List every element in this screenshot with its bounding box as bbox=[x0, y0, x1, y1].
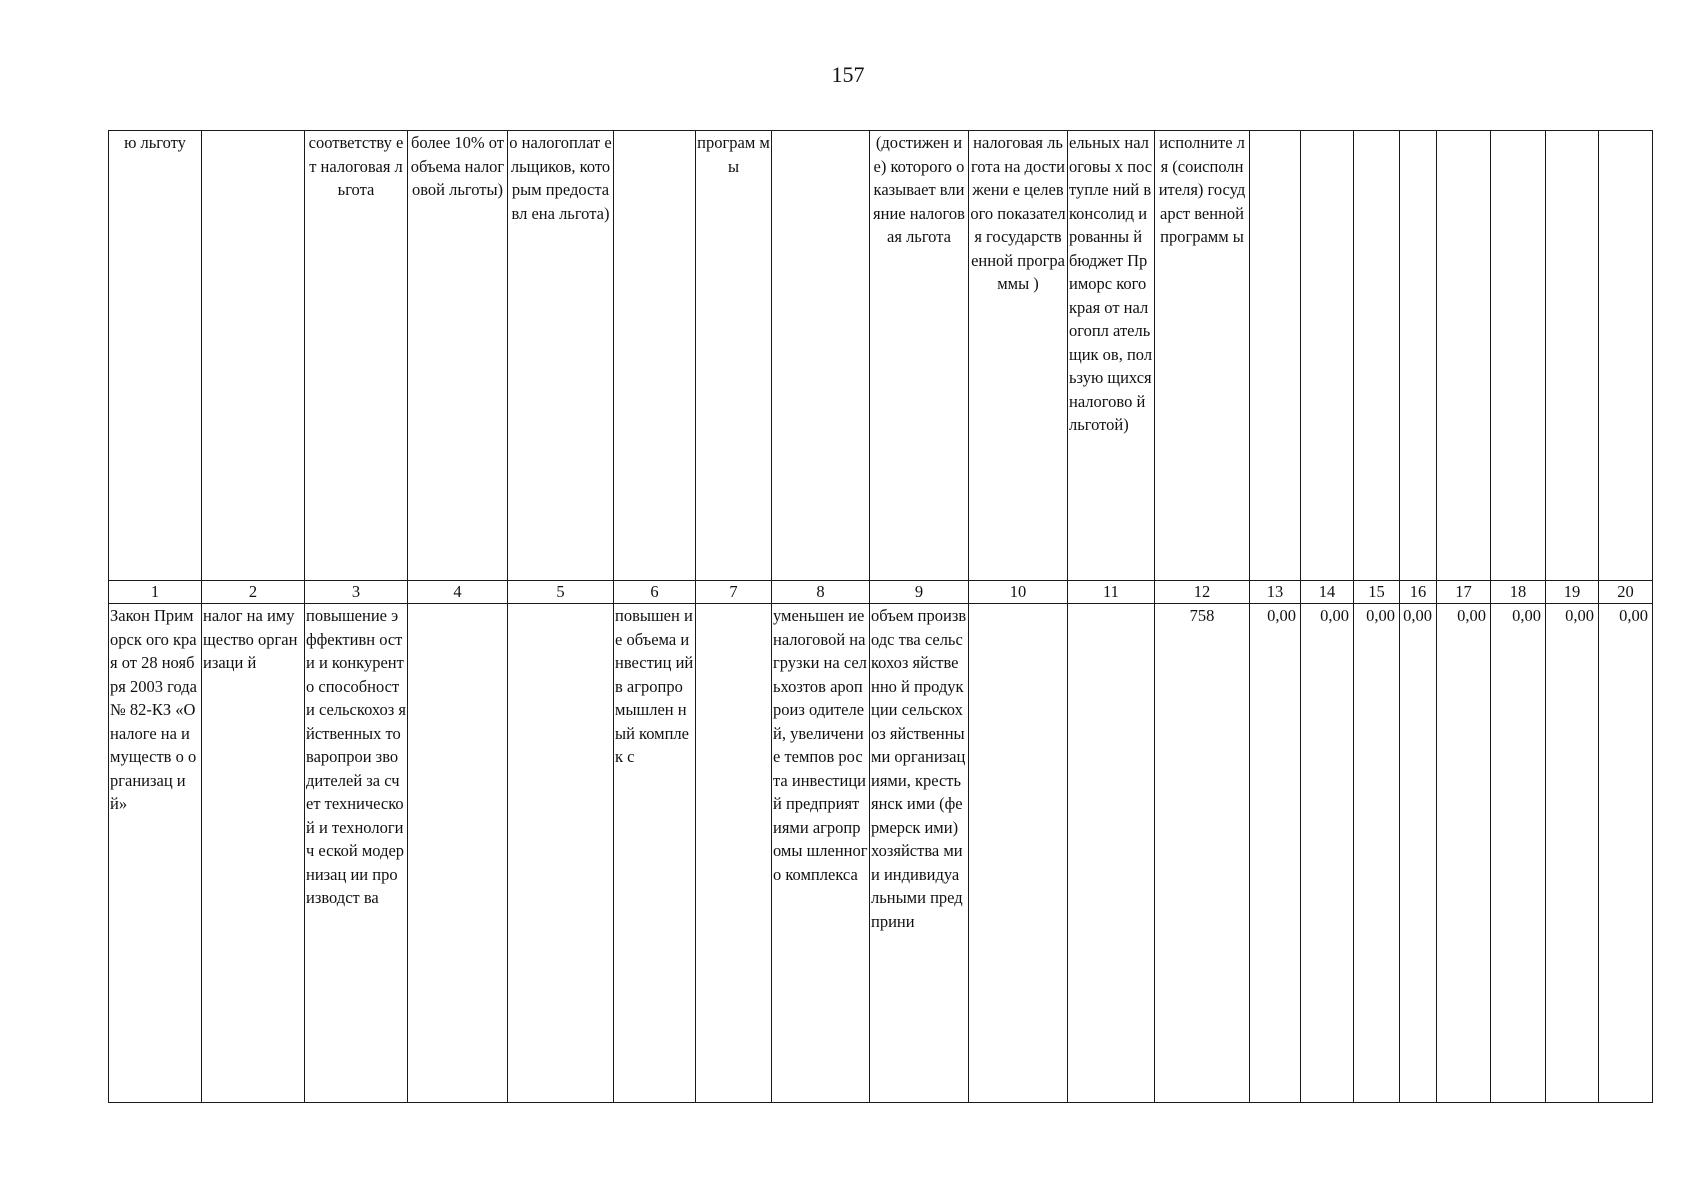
data-text-15: 0,00 bbox=[1366, 606, 1395, 625]
header-cell-19 bbox=[1546, 131, 1599, 581]
header-cell-12 bbox=[1155, 131, 1250, 581]
data-text-17: 0,00 bbox=[1457, 606, 1486, 625]
tax-benefit-table bbox=[108, 130, 1653, 1103]
data-text-12: 758 bbox=[1189, 606, 1215, 625]
data-text-9: объем производс тва сельскохоз яйственно й продукции сельскохоз яйственны ми организац иями, крестьянск ими (фермерск ими) хозяйства ми и индивидуа льными предприни bbox=[871, 606, 967, 931]
column-number-12: 12 bbox=[1155, 581, 1250, 604]
column-number-11: 11 bbox=[1068, 581, 1155, 604]
column-number-15: 15 bbox=[1354, 581, 1400, 604]
data-cell-2 bbox=[202, 604, 305, 1103]
column-number-17: 17 bbox=[1437, 581, 1491, 604]
data-cell-11 bbox=[1068, 604, 1155, 1103]
column-number-8: 8 bbox=[772, 581, 870, 604]
column-number-10: 10 bbox=[969, 581, 1068, 604]
header-cell-11 bbox=[1068, 131, 1155, 581]
header-row bbox=[109, 131, 1653, 581]
header-cell-9 bbox=[870, 131, 969, 581]
data-cell-8 bbox=[772, 604, 870, 1103]
header-cell-10 bbox=[969, 131, 1068, 581]
header-text-7: програм мы bbox=[697, 133, 770, 176]
data-text-19: 0,00 bbox=[1565, 606, 1594, 625]
data-cell-4 bbox=[408, 604, 508, 1103]
data-cell-3 bbox=[305, 604, 408, 1103]
data-cell-19 bbox=[1546, 604, 1599, 1103]
header-text-5: о налогоплат ельщиков, которым предоставл ена льгота) bbox=[509, 133, 612, 223]
data-cell-10 bbox=[969, 604, 1068, 1103]
data-cell-16 bbox=[1400, 604, 1437, 1103]
column-number-13: 13 bbox=[1250, 581, 1301, 604]
column-number-4: 4 bbox=[408, 581, 508, 604]
header-cell-15 bbox=[1354, 131, 1400, 581]
data-cell-9 bbox=[870, 604, 969, 1103]
data-text-2: налог на имущество организаци й bbox=[203, 606, 298, 672]
data-text-20: 0,00 bbox=[1619, 606, 1648, 625]
header-text-3: соответству ет налоговая льгота bbox=[308, 133, 404, 199]
header-cell-20 bbox=[1599, 131, 1653, 581]
data-cell-6 bbox=[614, 604, 696, 1103]
data-text-13: 0,00 bbox=[1267, 606, 1296, 625]
data-cell-18 bbox=[1491, 604, 1546, 1103]
data-cell-13 bbox=[1250, 604, 1301, 1103]
data-text-14: 0,00 bbox=[1320, 606, 1349, 625]
data-cell-1 bbox=[109, 604, 202, 1103]
table-row bbox=[109, 604, 1653, 1103]
header-cell-7 bbox=[696, 131, 772, 581]
header-cell-17 bbox=[1437, 131, 1491, 581]
column-number-20: 20 bbox=[1599, 581, 1653, 604]
column-number-7: 7 bbox=[696, 581, 772, 604]
header-cell-3 bbox=[305, 131, 408, 581]
data-cell-7 bbox=[696, 604, 772, 1103]
data-cell-15 bbox=[1354, 604, 1400, 1103]
header-cell-14 bbox=[1301, 131, 1354, 581]
column-number-18: 18 bbox=[1491, 581, 1546, 604]
header-cell-2 bbox=[202, 131, 305, 581]
column-number-row bbox=[109, 581, 1653, 604]
header-cell-4 bbox=[408, 131, 508, 581]
data-cell-20 bbox=[1599, 604, 1653, 1103]
data-text-6: повышен ие объема инвестиц ий в агропро мышлен ный комплек с bbox=[615, 606, 694, 766]
data-cell-12 bbox=[1155, 604, 1250, 1103]
header-cell-1 bbox=[109, 131, 202, 581]
data-cell-17 bbox=[1437, 604, 1491, 1103]
header-cell-5 bbox=[508, 131, 614, 581]
column-number-3: 3 bbox=[305, 581, 408, 604]
header-text-12: исполните ля (соисполн ителя) государст венной программ ы bbox=[1158, 133, 1246, 246]
column-number-14: 14 bbox=[1301, 581, 1354, 604]
data-cell-14 bbox=[1301, 604, 1354, 1103]
column-number-9: 9 bbox=[870, 581, 969, 604]
page-number: 157 bbox=[831, 62, 865, 87]
data-text-3: повышение эффективн ости и конкуренто способност и сельскохоз яйственных товаропрои зводителей за счет техническо й и технологич еской модернизац ии производст ва bbox=[306, 606, 407, 907]
column-number-2: 2 bbox=[202, 581, 305, 604]
data-text-18: 0,00 bbox=[1512, 606, 1541, 625]
header-cell-8 bbox=[772, 131, 870, 581]
column-number-1: 1 bbox=[109, 581, 202, 604]
column-number-16: 16 bbox=[1400, 581, 1437, 604]
data-cell-5 bbox=[508, 604, 614, 1103]
header-text-4: более 10% от объема налоговой льготы) bbox=[410, 133, 505, 199]
header-text-10: налоговая льгота на достижени е целевого показателя государств енной программы ) bbox=[970, 133, 1066, 293]
column-number-6: 6 bbox=[614, 581, 696, 604]
header-text-1: ю льготу bbox=[124, 133, 186, 152]
header-cell-13 bbox=[1250, 131, 1301, 581]
header-text-9: (достижен ие) которого оказывает влияние налоговая льгота bbox=[873, 133, 965, 246]
column-number-5: 5 bbox=[508, 581, 614, 604]
data-text-16: 0,00 bbox=[1403, 606, 1432, 625]
header-cell-18 bbox=[1491, 131, 1546, 581]
column-number-19: 19 bbox=[1546, 581, 1599, 604]
data-text-1: Закон Приморск ого края от 28 ноября 2003 года № 82-КЗ «О налоге на имуществ о организац ий» bbox=[110, 606, 197, 813]
header-cell-16 bbox=[1400, 131, 1437, 581]
data-text-8: уменьшен ие налоговой нагрузки на сельхозтов аропроиз одителей, увеличени е темпов роста инвестици й предприят иями агропромы шленного комплекса bbox=[773, 606, 868, 884]
header-cell-6 bbox=[614, 131, 696, 581]
header-text-11: ельных налоговы х поступле ний в консолид ированны й бюджет Приморс кого края от налогопл ательщик ов, пользую щихся налогово й льготой) bbox=[1069, 133, 1153, 434]
